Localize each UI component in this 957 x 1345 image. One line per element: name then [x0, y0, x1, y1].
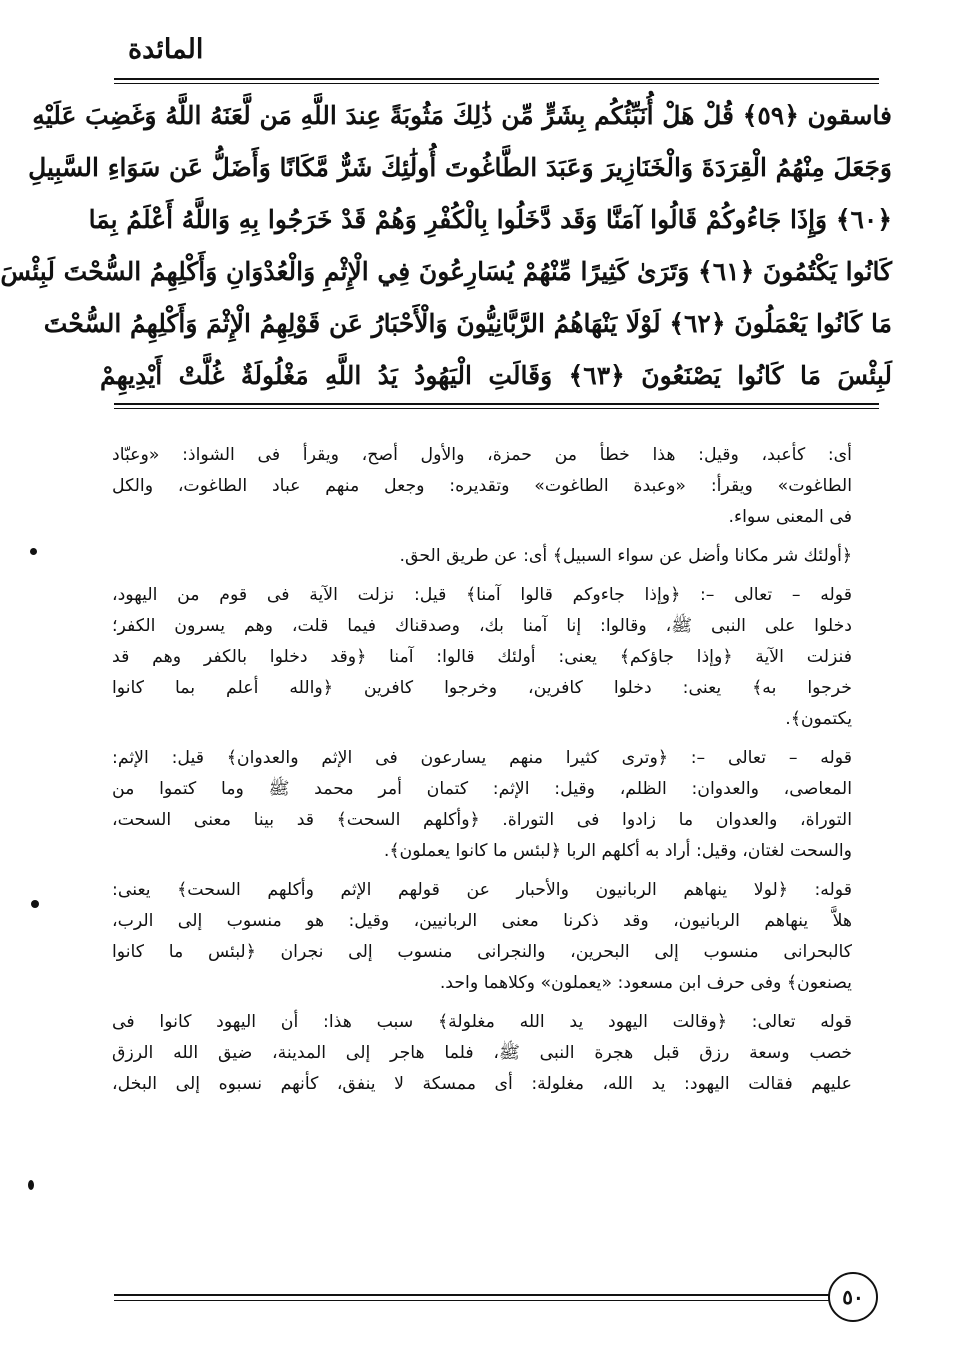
- commentary-line: قوله: ﴿لولا ينهاهم الربانيون والأحبار عن قولهم الإثم وأكلهم السحت﴾ يعنى:: [112, 880, 852, 900]
- commentary-line: يصنعون﴾ وفى حرف ابن مسعود: «يعملون» وكلاهما واحد.: [439, 973, 852, 993]
- commentary-paragraph: [112, 743, 852, 867]
- commentary-line: المعاصى، والعدوان: الظلم، وقيل: الإثم: كتمان أمر محمد ﷺ وما كتموا من: [112, 779, 852, 799]
- header-rule-thin: [114, 83, 879, 84]
- commentary-paragraph: [112, 440, 852, 533]
- scan-speck: [28, 1180, 34, 1190]
- commentary-line: قوله – تعالى –: ﴿وإذا جاءوكم قالوا آمنا﴾ قيل: نزلت الآية فى قوم من اليهود،: [112, 585, 852, 605]
- commentary-line: كالبحرانى منسوب إلى البحرين، والنجرانى منسوب إلى نجران ﴿لبئس ما كانوا: [112, 942, 852, 962]
- quran-text-block: [0, 90, 893, 402]
- commentary-line: خصب وسعة رزق قبل هجرة النبى ﷺ، فلما هاجر إلى المدينة، ضيق الله الرزق: [112, 1043, 852, 1063]
- scan-speck: [30, 548, 37, 555]
- commentary-line: التوراة، والعدوان ما زادوا فى التوراة. ﴿وأكلهم السحت﴾ قد بينا معنى السحت،: [112, 810, 852, 830]
- commentary-line: ﴿أولئك شر مكانا وأضل عن سواء السبيل﴾ أى: عن طريق الحق.: [399, 546, 852, 566]
- commentary-line: فى المعنى سواء.: [728, 507, 852, 527]
- commentary-line: هلاَّ ينهاهم الربانيون، وقد ذكرنا معنى الربانيين، وقيل: هو منسوب إلى الرب،: [112, 911, 852, 931]
- footer-rule-thin: [114, 1300, 830, 1301]
- commentary-paragraph: [112, 875, 852, 999]
- surah-title: المائدة: [128, 34, 204, 65]
- quran-line: كَانُوا يَكْتُمُونَ ﴿٦١﴾ وَتَرَىٰ كَثِيرًا مِّنْهُمْ يُسَارِعُونَ فِي الْإِثْمِ وَالْعُدْوَانِ وَأَكْلِهِمُ السُّحْتَ لَبِئْسَ: [0, 257, 892, 286]
- commentary-paragraph: [112, 541, 852, 572]
- quran-line: ﴿٦٠﴾ وَإِذَا جَاءُوكُمْ قَالُوا آمَنَّا وَقَد دَّخَلُوا بِالْكُفْرِ وَهُمْ قَدْ خَرَجُوا بِهِ وَاللَّهُ أَعْلَمُ بِمَا: [88, 205, 892, 234]
- commentary-paragraph: [112, 1007, 852, 1100]
- commentary-line: يكتمون﴾.: [785, 709, 852, 729]
- commentary-block: [112, 440, 852, 1108]
- commentary-paragraph: [112, 580, 852, 735]
- section-divider-thin: [114, 408, 879, 409]
- header-rule: [114, 78, 879, 80]
- section-divider: [114, 403, 879, 405]
- quran-line: فاسقون ﴿٥٩﴾ قُلْ هَلْ أُنَبِّئُكُم بِشَرٍّ مِّن ذَٰلِكَ مَثُوبَةً عِندَ اللَّهِ مَن لَّعَنَهُ اللَّهُ وَغَضِبَ عَلَيْهِ: [32, 101, 892, 130]
- page-number: ٥٠: [828, 1272, 878, 1322]
- commentary-line: والسحت لغتان، وقيل: أراد به أكلهم الربا ﴿لبئس ما كانوا يعملون﴾.: [383, 841, 852, 861]
- quran-line: مَا كَانُوا يَعْمَلُونَ ﴿٦٢﴾ لَوْلَا يَنْهَاهُمُ الرَّبَّانِيُّونَ وَالْأَحْبَارُ عَن قَوْلِهِمُ الْإِثْمَ وَأَكْلِهِمُ السُّحْتَ: [43, 309, 892, 338]
- commentary-line: قوله – تعالى –: ﴿وترى كثيرا منهم يسارعون فى الإثم والعدوان﴾ قيل: الإثم:: [112, 748, 852, 768]
- commentary-line: أى: كأعبد، وقيل: هذا خطأ من حمزة، والأول أصح، ويقرأ فى الشواذ: «وعبّاد: [112, 445, 852, 465]
- commentary-line: فنزلت الآية ﴿وإذا جاؤكم﴾ يعنى: أولئك قالوا: آمنا ﴿وقد دخلوا بالكفر وهم قد: [112, 647, 852, 667]
- commentary-line: قوله تعالى: ﴿وقالت اليهود يد الله مغلولة﴾ سبب هذا: أن اليهود كانوا فى: [112, 1012, 852, 1032]
- scan-speck: [31, 900, 39, 908]
- commentary-line: الطاغوت» ويقرأ: «وعبدة الطاغوت» وتقديره: وجعل منهم عباد الطاغوت، والكل: [112, 476, 852, 496]
- commentary-line: عليهم فقالت اليهود: يد الله، مغلولة: أى ممسكة لا ينفق، كأنهم نسبوه إلى البخل،: [112, 1074, 852, 1094]
- commentary-line: خرجوا به﴾ يعنى: دخلوا كافرين، وخرجوا كافرين ﴿والله أعلم بما كانوا: [112, 678, 852, 698]
- commentary-line: دخلوا على النبى ﷺ، وقالوا: إنا آمنا بك، وصدقناك فيما قلت، وهم يسرون الكفر؛: [112, 616, 852, 636]
- quran-line: لَبِئْسَ مَا كَانُوا يَصْنَعُونَ ﴿٦٣﴾ وَقَالَتِ الْيَهُودُ يَدُ اللَّهِ مَغْلُولَةٌ غُلَّتْ أَيْدِيهِمْ: [100, 361, 893, 390]
- quran-line: وَجَعَلَ مِنْهُمُ الْقِرَدَةَ وَالْخَنَازِيرَ وَعَبَدَ الطَّاغُوتَ أُولَٰئِكَ شَرٌّ مَّكَانًا وَأَضَلُّ عَن سَوَاءِ السَّبِيلِ: [28, 153, 892, 182]
- footer-rule: [114, 1294, 830, 1296]
